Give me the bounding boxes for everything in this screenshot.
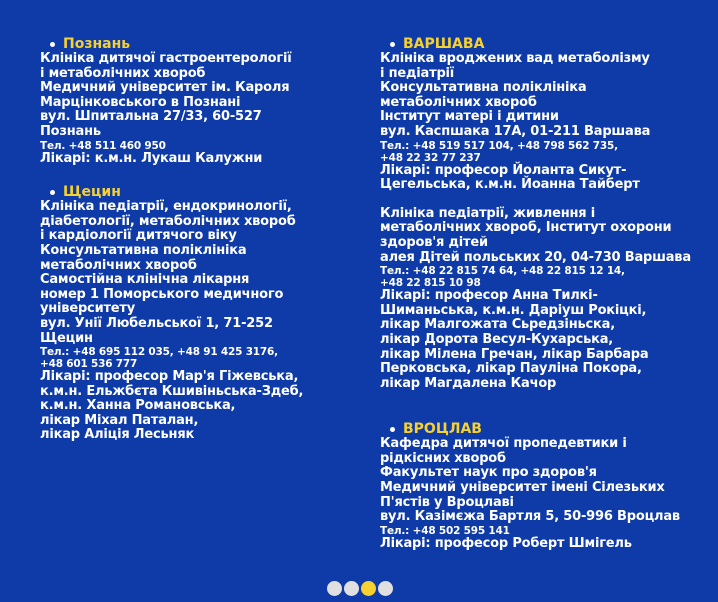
doctors-line: Лікарі: професор Йоланта Сикут- bbox=[380, 162, 627, 178]
text-line: здоров'я дітей bbox=[380, 234, 488, 250]
text-line: Клініка педіатрії, живлення і bbox=[380, 205, 596, 221]
address-line: Щецин bbox=[40, 330, 93, 346]
city-wroclaw: ВРОЦЛАВ bbox=[403, 421, 482, 438]
text-line: рідкісних хвороб bbox=[380, 450, 506, 466]
doctors-line: Лікарі: професор Мар'я Гіжевська, bbox=[40, 369, 299, 385]
address-line: алея Дітей польських 20, 04-730 Варшава bbox=[380, 249, 691, 265]
section-szczecin bbox=[40, 184, 340, 443]
text-line: Факультет наук про здоров'я bbox=[380, 465, 597, 481]
bullet-icon bbox=[50, 190, 55, 195]
text-line: метаболічних хвороб bbox=[40, 257, 197, 273]
section-wroclaw bbox=[380, 421, 698, 551]
bullet-icon bbox=[390, 42, 395, 47]
doctors-line: к.м.н. Ханна Романовська, bbox=[40, 398, 236, 414]
phone-line: Тел.: +48 22 815 74 64, +48 22 815 12 14, bbox=[380, 265, 625, 278]
text-line: метаболічних хвороб, Інститут охорони bbox=[380, 220, 672, 236]
pagination-dots bbox=[327, 581, 393, 596]
left-column bbox=[40, 36, 340, 461]
doctors-line: Перковська, лікар Пауліна Покора, bbox=[380, 361, 642, 377]
section-warsaw bbox=[380, 36, 698, 391]
text-line: Інститут матері і дитини bbox=[380, 109, 559, 125]
pagination-dot-3[interactable] bbox=[361, 581, 376, 596]
bullet-icon bbox=[390, 427, 395, 432]
text-line: Самостійна клінічна лікарня bbox=[40, 272, 250, 288]
section-poznan bbox=[40, 36, 340, 166]
address-line: вул. Унії Любельської 1, 71-252 bbox=[40, 315, 273, 331]
doctors-line: Шиманьська, к.м.н. Даріуш Рокіцкі, bbox=[380, 302, 647, 318]
address-line: вул. Шпитальна 27/33, 60-527 bbox=[40, 109, 262, 125]
text-line: Медичний університет імені Сілезьких bbox=[380, 480, 665, 496]
text-line: Консультативна поліклініка bbox=[40, 242, 247, 258]
text-line: метаболічних хвороб bbox=[380, 94, 537, 110]
doctors-line: Лікарі: к.м.н. Лукаш Калужни bbox=[40, 150, 263, 166]
address-line: вул. Казімєжа Бартля 5, 50-996 Вроцлав bbox=[380, 509, 680, 525]
address-line: вул. Каспшака 17А, 01-211 Варшава bbox=[380, 123, 651, 139]
text-line: Медичний університет ім. Кароля bbox=[40, 80, 290, 96]
text-line: Клініка педіатрії, ендокринології, bbox=[40, 199, 292, 215]
doctors-line: Лікарі: професор Анна Тилкі- bbox=[380, 288, 598, 304]
text-line: Кафедра дитячої пропедевтики і bbox=[380, 436, 627, 452]
pagination-dot-2[interactable] bbox=[344, 581, 359, 596]
text-line: діабетології, метаболічних хвороб bbox=[40, 213, 296, 229]
doctors-line: лікар Аліція Лесьняк bbox=[40, 427, 195, 443]
text-line: П'ястів у Вроцлаві bbox=[380, 494, 514, 510]
text-line: університету bbox=[40, 301, 136, 317]
city-poznan: Познань bbox=[63, 36, 131, 52]
text-line: Консультативна поліклініка bbox=[380, 80, 587, 96]
text-line: Марцінковського в Познані bbox=[40, 94, 241, 110]
pagination-dot-4[interactable] bbox=[378, 581, 393, 596]
text-line: Клініка вроджених вад метаболізму bbox=[380, 51, 650, 66]
pagination-dot-1[interactable] bbox=[327, 581, 342, 596]
doctors-line: лікар Малгожата Сьредзіньска, bbox=[380, 317, 615, 333]
address-line: Познань bbox=[40, 123, 101, 139]
phone-line: +48 601 536 777 bbox=[40, 358, 138, 371]
bullet-icon bbox=[50, 42, 55, 47]
text-line: номер 1 Поморського медичного bbox=[40, 286, 284, 302]
phone-line: Тел.: +48 519 517 104, +48 798 562 735, bbox=[380, 139, 618, 152]
text-line: і педіатрії bbox=[380, 65, 455, 81]
doctors-line: лікар Міхал Паталан, bbox=[40, 412, 199, 428]
right-column bbox=[380, 36, 698, 569]
phone-line: +48 22 32 77 237 bbox=[380, 151, 481, 164]
doctors-line: к.м.н. Ельжбєта Кшивіньська-Здеб, bbox=[40, 383, 304, 399]
doctors-line: лікар Мілена Гречан, лікар Барбара bbox=[380, 346, 649, 362]
phone-line: Тел.: +48 502 595 141 bbox=[380, 524, 510, 537]
text-line: і метаболічних хвороб bbox=[40, 65, 206, 81]
text-line: і кардіології дитячого віку bbox=[40, 228, 237, 244]
doctors-line: лікар Дорота Весул-Кухарська, bbox=[380, 331, 614, 347]
city-warsaw: ВАРШАВА bbox=[403, 36, 485, 52]
phone-line: +48 22 815 10 98 bbox=[380, 277, 481, 290]
text-line: Клініка дитячої гастроентерології bbox=[40, 51, 292, 66]
city-szczecin: Щецин bbox=[63, 184, 121, 201]
phone-line: Тел. +48 511 460 950 bbox=[40, 139, 166, 152]
doctors-line: Лікарі: професор Роберт Шмігель bbox=[380, 535, 632, 551]
doctors-line: Цегельська, к.м.н. Йоанна Тайберт bbox=[380, 177, 640, 193]
doctors-line: лікар Магдалена Качор bbox=[380, 375, 557, 391]
phone-line: Тел.: +48 695 112 035, +48 91 425 3176, bbox=[40, 346, 278, 359]
